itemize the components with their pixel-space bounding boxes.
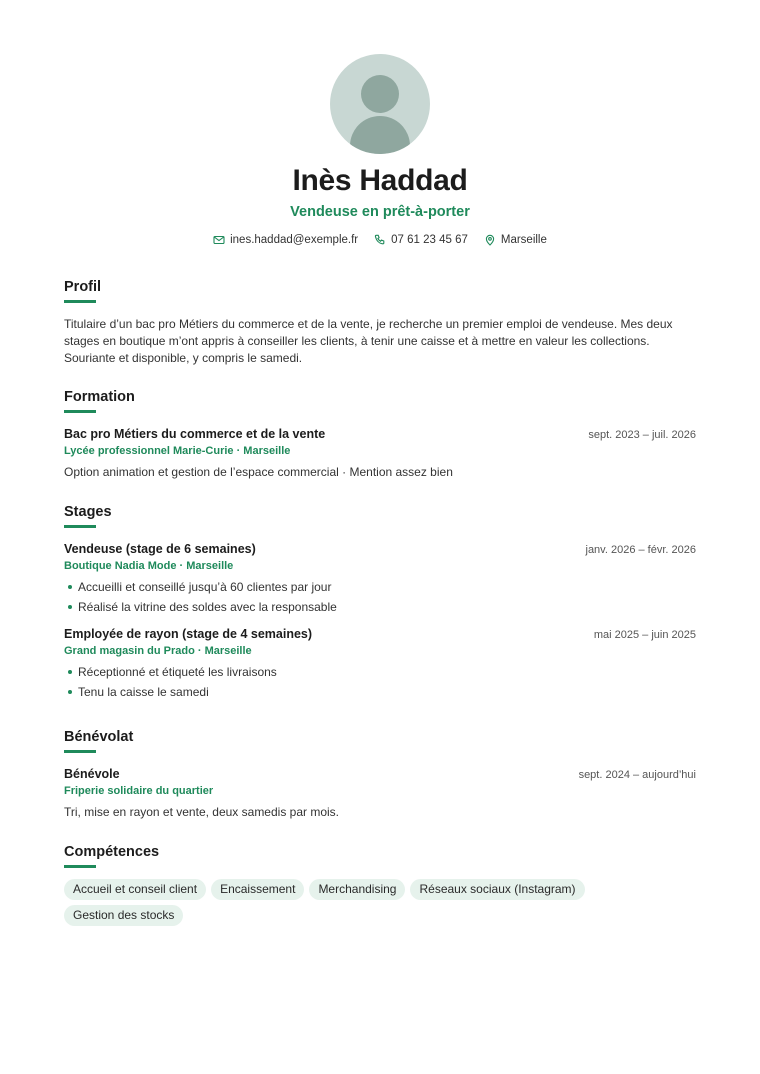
entry-description: Option animation et gestion de l’espace commercial · Mention assez bien: [64, 465, 453, 479]
bullet-dot-icon: [68, 585, 72, 589]
email-text: ines.haddad@exemple.fr: [230, 234, 359, 246]
entry-date: mai 2025 – juin 2025: [593, 629, 696, 641]
section-profil: [64, 279, 696, 367]
entry-title: Bénévole: [64, 767, 120, 781]
contact-location: [484, 234, 547, 246]
bullet-item: Accueilli et conseillé jusqu’à 60 clientes par jour: [64, 577, 696, 597]
section-formation: [64, 389, 696, 479]
section-divider: [64, 410, 96, 413]
entry-date: sept. 2023 – juil. 2026: [588, 429, 696, 441]
entry-date: janv. 2026 – févr. 2026: [585, 544, 696, 556]
skill-chip: Merchandising: [309, 879, 405, 900]
skill-chip: Encaissement: [211, 879, 304, 900]
bullet-item: Tenu la caisse le samedi: [64, 682, 696, 702]
contact-phone[interactable]: [374, 234, 468, 246]
user-avatar-icon: [330, 54, 430, 154]
bullet-dot-icon: [68, 605, 72, 609]
section-title: Compétences: [64, 844, 160, 860]
volunteer-entry: [64, 767, 696, 819]
entry-description: Tri, mise en rayon et vente, deux samedis par mois.: [64, 805, 340, 819]
entry-title: Bac pro Métiers du commerce et de la vente: [64, 427, 326, 441]
job-title: Vendeuse en prêt-à-porter: [290, 204, 470, 220]
entry-title: Employée de rayon (stage de 4 semaines): [64, 627, 313, 641]
entry-organization: Lycée professionnel Marie-Curie · Marseille: [64, 445, 291, 457]
avatar-head: [361, 75, 399, 113]
internship-entry: [64, 627, 696, 702]
section-benevolat: [64, 729, 696, 819]
section-title: Formation: [64, 389, 135, 405]
entry-organization: Grand magasin du Prado · Marseille: [64, 645, 252, 657]
education-entry: [64, 427, 696, 479]
section-divider: [64, 865, 96, 868]
candidate-name: Inès Haddad: [292, 164, 468, 197]
section-title: Profil: [64, 279, 102, 295]
section-title: Bénévolat: [64, 729, 134, 745]
bullet-item: Réalisé la vitrine des soldes avec la responsable: [64, 597, 696, 617]
section-title: Stages: [64, 504, 112, 520]
skill-chip: Réseaux sociaux (Instagram): [410, 879, 584, 900]
location-text: Marseille: [500, 234, 547, 246]
bullet-list: [64, 662, 696, 702]
mail-icon: [213, 234, 225, 246]
bullet-dot-icon: [68, 690, 72, 694]
section-divider: [64, 525, 96, 528]
internship-entry: [64, 542, 696, 617]
entry-organization: Boutique Nadia Mode · Marseille: [64, 560, 234, 572]
phone-text: 07 61 23 45 67: [391, 234, 468, 246]
avatar-body: [350, 116, 410, 154]
section-stages: [64, 504, 696, 702]
section-divider: [64, 300, 96, 303]
map-pin-icon: [484, 234, 496, 246]
skill-chip: Gestion des stocks: [64, 905, 183, 926]
entry-organization: Friperie solidaire du quartier: [64, 785, 214, 797]
bullet-dot-icon: [68, 670, 72, 674]
entry-date: sept. 2024 – aujourd’hui: [578, 769, 696, 781]
skills-chips: [64, 879, 624, 926]
bullet-item: Réceptionné et étiqueté les livraisons: [64, 662, 696, 682]
skill-chip: Accueil et conseil client: [64, 879, 206, 900]
section-competences: [64, 844, 696, 926]
phone-icon: [374, 234, 386, 246]
section-divider: [64, 750, 96, 753]
contact-email[interactable]: [213, 234, 358, 246]
bullet-list: [64, 577, 696, 617]
entry-title: Vendeuse (stage de 6 semaines): [64, 542, 256, 556]
contact-bar: [0, 234, 760, 246]
profile-summary: Titulaire d’un bac pro Métiers du commerce et de la vente, je recherche un premier emploi de vendeuse. Mes deux stages en boutique m’ont appris à conseiller les clients, à tenir une caisse et à mettre en valeur les collections. Souriante et disponible, y compris le samedi.: [64, 317, 673, 365]
